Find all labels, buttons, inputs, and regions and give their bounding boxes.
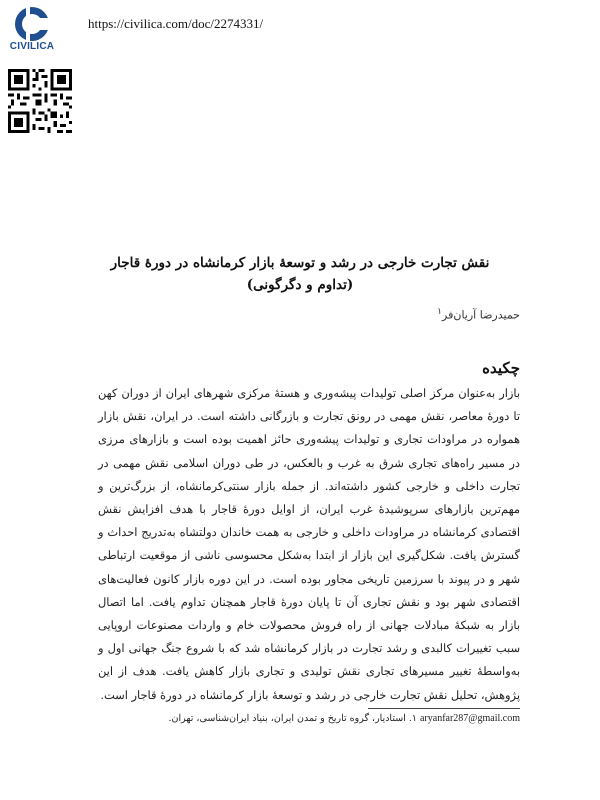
paper-title: نقش تجارت خارجی در رشد و توسعهٔ بازار کرمانشاه در دورهٔ قاجار bbox=[110, 255, 490, 271]
footnote bbox=[169, 713, 520, 724]
footnote-divider bbox=[368, 708, 520, 709]
abstract-body: بازار به‌عنوان مرکز اصلی تولیدات پیشه‌وری و هستهٔ مرکزی شهرهای ایران از دوران کهن تا دورهٔ معاصر، نقش مهمی در رونق تجارت و بازرگانی داشته است. در ایران، نقش بازار همواره در مراودات تجاری و تولیدات پیشه‌وری حائز اهمیت بوده است و بازارهای مرزی در مسیر راه‌های تجاری شرق به غرب و بالعکس، در طی دوران اسلامی نقش مهمی در تجارت داخلی و خارجی کشور داشته‌اند. از جمله بازار سنتی‌کرمانشاه، از بزرگ‌ترین و مهم‌ترین بازارهای سرپوشیدهٔ غرب ایران، از اوایل دورهٔ قاجار با هدف افزایش نقش اقتصادی کرمانشاه در مراودات داخلی و خارجی به همت خاندان دولتشاه به‌تدریج احداث و گسترش یافت. شکل‌گیری این بازار از ابتدا به‌شکل محسوسی ناشی از موقعیت ارتباطی شهر و در پیوند با سرزمین تاریخی مجاور بوده است. در این دوره بازار کانون فعالیت‌های اقتصادی شهر بود و نقش تجاری آن تا پایان دورهٔ قاجار همچنان تداوم یافت. اما اتصال بازار به شبکهٔ مبادلات جهانی از راه فروش محصولات خام و واردات مصنوعات اروپایی سبب تغییرات کالبدی و رشد تجارت در بازار کرمانشاه شد که با شروع جنگ جهانی اول و به‌واسطهٔ تغییر مسیرهای تجاری نقش تولیدی و تجاری بازار کاهش یافت. هدف از این پژوهش، تحلیل نقش تجارت خارجی در رشد و توسعهٔ بازار کرمانشاه در دورهٔ قاجار است. bbox=[98, 386, 520, 702]
author-name: حمیدرضا آریان‌فر bbox=[442, 308, 520, 322]
logo-wordmark: CIVILICA bbox=[9, 41, 55, 52]
footnote-email[interactable]: aryanfar287@gmail.com bbox=[419, 713, 520, 724]
document-url[interactable]: https://civilica.com/doc/2274331/ bbox=[88, 16, 264, 31]
author-line bbox=[437, 306, 520, 322]
paper-subtitle: (تداوم و دگرگونی) bbox=[246, 277, 354, 293]
author-footnote-mark: ۱ bbox=[437, 306, 443, 317]
abstract-heading: چکیده bbox=[482, 359, 520, 377]
qr-code-icon bbox=[8, 69, 72, 133]
footnote-affiliation: ۱. استادیار، گروه تاریخ و تمدن ایران، بنیاد ایران‌شناسی، تهران. bbox=[168, 713, 417, 724]
